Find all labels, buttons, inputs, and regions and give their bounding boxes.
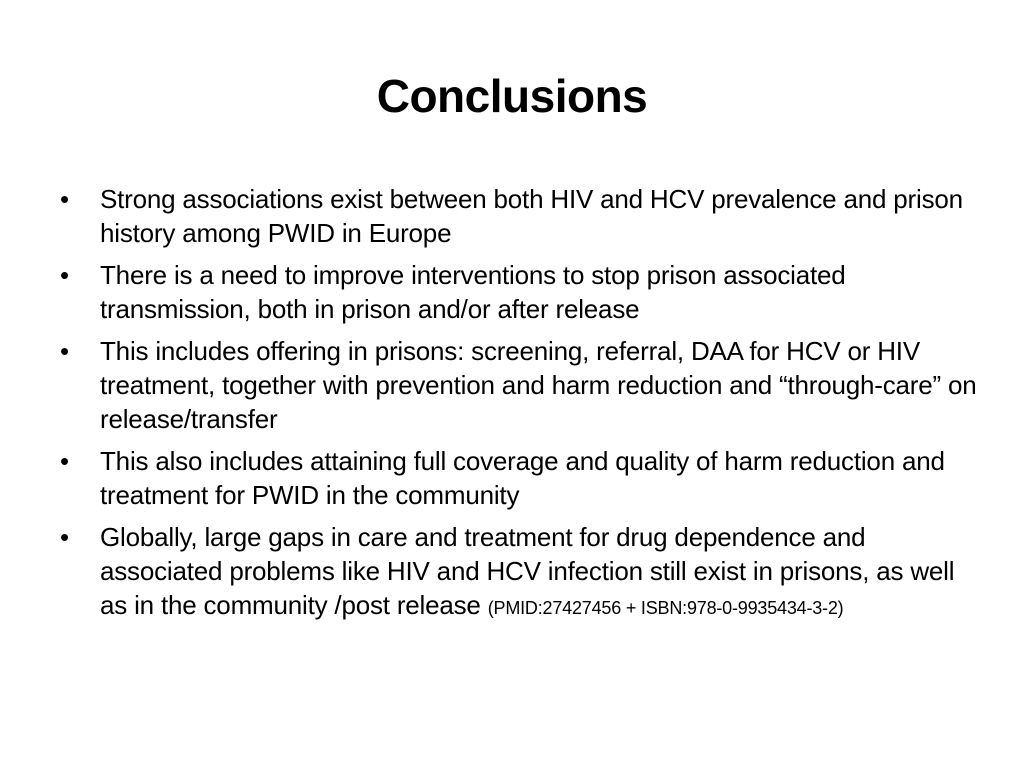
bullet-item — [58, 444, 978, 512]
bullet-item — [58, 182, 978, 250]
bullet-icon: • — [60, 336, 69, 366]
bullet-item — [58, 334, 978, 436]
bullet-icon: • — [60, 260, 69, 290]
bullet-icon: • — [60, 522, 69, 552]
bullet-text: This also includes attaining full coverage and quality of harm reduction and treatment for PWID in the community — [100, 446, 945, 510]
bullet-icon: • — [60, 184, 69, 214]
slide-title: Conclusions — [376, 70, 648, 122]
bullet-icon: • — [60, 446, 69, 476]
bullet-text: There is a need to improve interventions to stop prison associated transmission, both in prison and/or after release — [100, 260, 846, 324]
bullet-list — [58, 182, 978, 633]
bullet-text: This includes offering in prisons: screening, referral, DAA for HCV or HIV treatment, together with prevention and harm reduction and “through-care” on release/transfer — [100, 336, 977, 434]
bullet-item — [58, 258, 978, 326]
bullet-text: Globally, large gaps in care and treatment for drug dependence and associated problems like HIV and HCV infection still exist in prisons, as well as in the community /post release — [100, 522, 955, 620]
citation: (PMID:27427456 + ISBN:978-0-9935434-3-2) — [487, 598, 844, 618]
bullet-text: Strong associations exist between both HIV and HCV prevalence and prison history among PWID in Europe — [100, 184, 963, 248]
bullet-item — [58, 520, 978, 625]
